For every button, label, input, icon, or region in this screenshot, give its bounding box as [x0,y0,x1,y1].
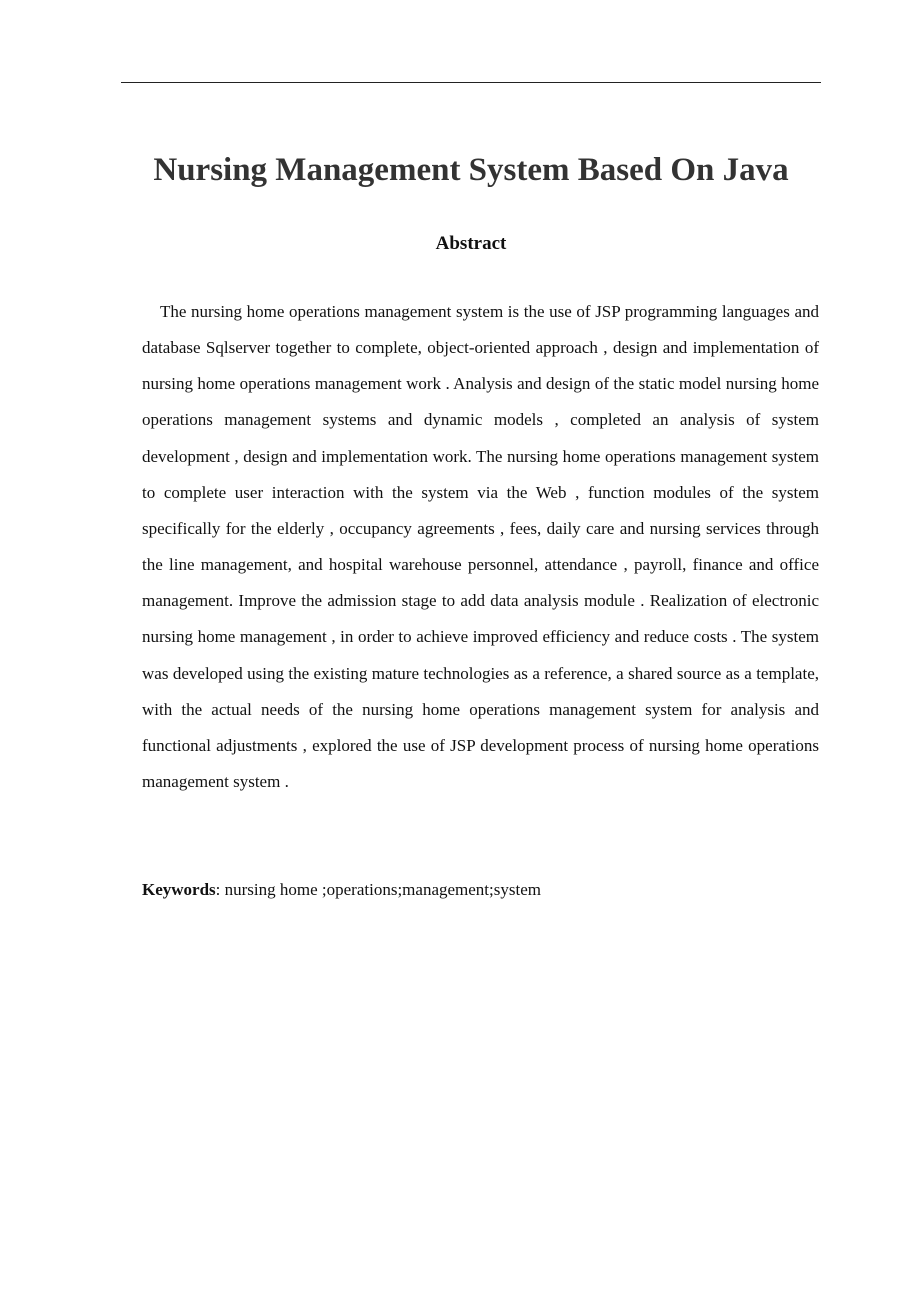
keywords-label: Keywords [142,880,216,899]
document-title: Nursing Management System Based On Java [153,152,789,188]
abstract-body: The nursing home operations management system is the use of JSP programming languages and database Sqlserver together to complete, object-oriented approach , design and implementation of nursing home operations management work . Analysis and design of the static model nursing home operations management systems and dynamic models , completed an analysis of system development , design and implementation work. The nursing home operations management system to complete user interaction with the system via the Web , function modules of the system specifically for the elderly , occupancy agreements , fees, daily care and nursing services through the line management, and hospital warehouse personnel, attendance , payroll, finance and office management. Improve the admission stage to add data analysis module . Realization of electronic nursing home management , in order to achieve improved efficiency and reduce costs . The system was developed using the existing mature technologies as a reference, a shared source as a template, with the actual needs of the nursing home operations management system for analysis and functional adjustments , explored the use of JSP development process of nursing home operations management system . [142,302,819,792]
keywords-value: : nursing home ;operations;management;system [215,880,541,899]
abstract-heading: Abstract [435,233,507,254]
keywords-line [142,875,819,905]
header-rule [121,82,821,83]
